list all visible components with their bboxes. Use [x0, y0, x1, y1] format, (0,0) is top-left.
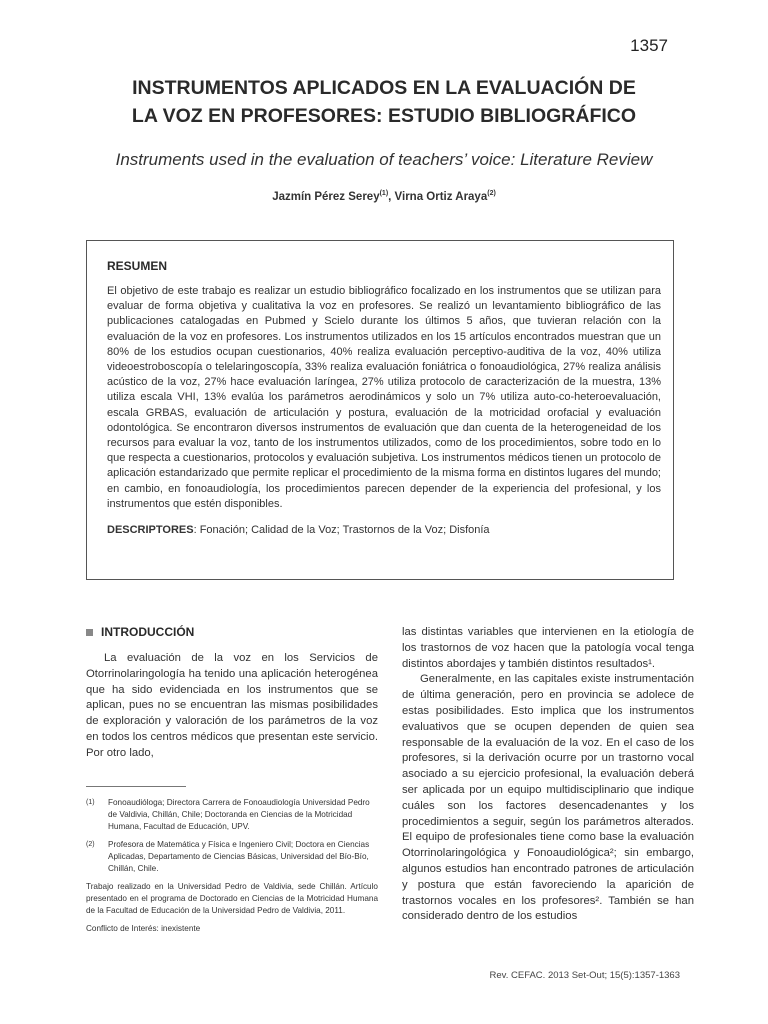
author-affiliation-marker: (2)	[487, 190, 496, 197]
square-bullet-icon	[86, 629, 93, 636]
footnote-marker: (2)	[86, 840, 95, 848]
author-list	[60, 190, 708, 203]
abstract-text: El objetivo de este trabajo es realizar un estudio bibliográfico focalizado en los instrumentos que se utilizan para evaluar de forma objetiva y cualitativa la voz en profesores. Se realizó un levantamiento bibliográfico de las publicaciones catalogadas en Pubmed y Scielo durante los últimos 5 años, que tuvieran relación con la evaluación de la voz en profesores. Los instrumentos utilizados en los 15 artículos encontrados muestran que un 80% de los estudios ocupan cuestionarios, 40% realiza evaluación perceptivo-auditiva de la voz, 40% utiliza videoestroboscopía o telelaringoscopía, 33% realiza evaluación foniátrica o fonoaudiológica, 27% realiza análisis acústico de la voz, 27% hace evaluación laríngea, 27% utiliza protocolo de caracterización de la muestra, 13% utiliza escala VHI, 13% evalúa los parámetros aerodinámicos y solo un 7% utiliza auto-co-heteroevaluación, escala GRBAS, evaluación de articulación y postura, evaluación de la motricidad orofacial y evaluación odontológica. Se encontraron diversos instrumentos de evaluación que dan cuenta de la heterogeneidad de los recursos para evaluar la voz, tanto de los instrumentos utilizados, como de los procedimientos, sobre todo en lo que respecta a cuestionarios, protocolos y evaluación subjetiva. Los instrumentos médicos tienen un protocolo de aplicación estandarizado que permite replicar el procedimiento de la misma forma en distintos lugares del mundo; en cambio, en fonoaudiología, los procedimientos parecen depender de la experiencia del profesional, y los instrumentos que estén disponibles.	[107, 285, 661, 510]
footnote-text: Fonoaudióloga; Directora Carrera de Fonoaudiología Universidad Pedro de Valdivia, Chillán, Chile; Doctoranda en Ciencias de la Motricidad Humana, Facultad de Educación, UPV.	[108, 797, 370, 831]
author-name: Virna Ortiz Araya	[394, 190, 488, 203]
footnote-text: Profesora de Matemática y Física e Ingeniero Civil; Doctora en Ciencias Aplicadas, Departamento de Ciencias Básicas, Universidad del Bío-Bío, Chillán, Chile.	[108, 839, 370, 873]
introduction-heading	[86, 625, 378, 639]
intro-paragraph: La evaluación de la voz en los Servicios de Otorrinolaringología ha tenido una aplicación heterogénea que ha sido evidenciada en los instrumentos que se aplican, pues no se encuentran las mismas posibilidades de exploración y valoración de los parámetros de la voz en todos los centros médicos que presentan este servicio. Por otro lado,	[86, 652, 378, 759]
body-paragraph: Generalmente, en las capitales existe instrumentación de última generación, pero en provincia se adolece de estas posibilidades. Esto implica que los instrumentos evaluativos que se ocupen dependen de quien sea responsable de la evaluación de la voz. En el caso de los profesores, si la derivación ocurre por un trastorno vocal asociado a su ejercicio profesional, la evaluación deberá ser aplicada por un equipo multidisciplinario que indique cuáles son los factores desencadenantes y los procedimientos a seguir, según los parámetros alterados. El equipo de profesionales tiene como base la evaluación Otorrinolaringológica y Fonoaudiológica²; sin embargo, algunos estudios han encontrado patrones de articulación y postura que están favoreciendo la aparición de trastornos vocales en los profesores². También se han considerado dentro de los estudios	[402, 673, 694, 923]
article-title	[60, 74, 708, 130]
descriptors-label: DESCRIPTORES	[107, 524, 194, 537]
footnote-divider	[86, 786, 186, 787]
footnote-marker: (1)	[86, 798, 95, 806]
footnote	[86, 797, 378, 833]
descriptors	[107, 524, 661, 536]
author-affiliation-marker: (1)	[379, 190, 389, 197]
conflict-note: Conflicto de Interés: inexistente	[86, 923, 201, 933]
author-name: Jazmín Pérez Serey	[272, 190, 380, 203]
abstract-box	[86, 240, 674, 580]
body-paragraph: las distintas variables que intervienen en la etiología de los trastornos de voz hacen que la patología vocal tenga distintos abordajes y también distintos resultados¹.	[402, 626, 694, 670]
work-note: Trabajo realizado en la Universidad Pedro de Valdivia, sede Chillán. Artículo presentado en el programa de Doctorado en Ciencias de la Motricidad Humana de la Facultad de Educación de la Universidad Pedro de Valdivia, 2011.	[86, 881, 378, 915]
abstract-heading: RESUMEN	[107, 259, 168, 273]
page-number: 1357	[630, 36, 668, 55]
title-line-1: INSTRUMENTOS APLICADOS EN LA EVALUACIÓN DE	[132, 77, 636, 99]
right-column	[402, 625, 694, 925]
title-line-2: LA VOZ EN PROFESORES: ESTUDIO BIBLIOGRÁFICO	[131, 105, 637, 127]
left-column	[86, 625, 378, 941]
section-heading-label: INTRODUCCIÓN	[101, 625, 195, 639]
english-title: Instruments used in the evaluation of teachers’ voice: Literature Review	[115, 150, 653, 169]
author-separator: ,	[388, 190, 395, 203]
journal-citation: Rev. CEFAC. 2013 Set-Out; 15(5):1357-1363	[489, 970, 680, 981]
footnote	[86, 839, 378, 875]
descriptors-text: : Fonación; Calidad de la Voz; Trastornos de la Voz; Disfonía	[193, 524, 490, 537]
